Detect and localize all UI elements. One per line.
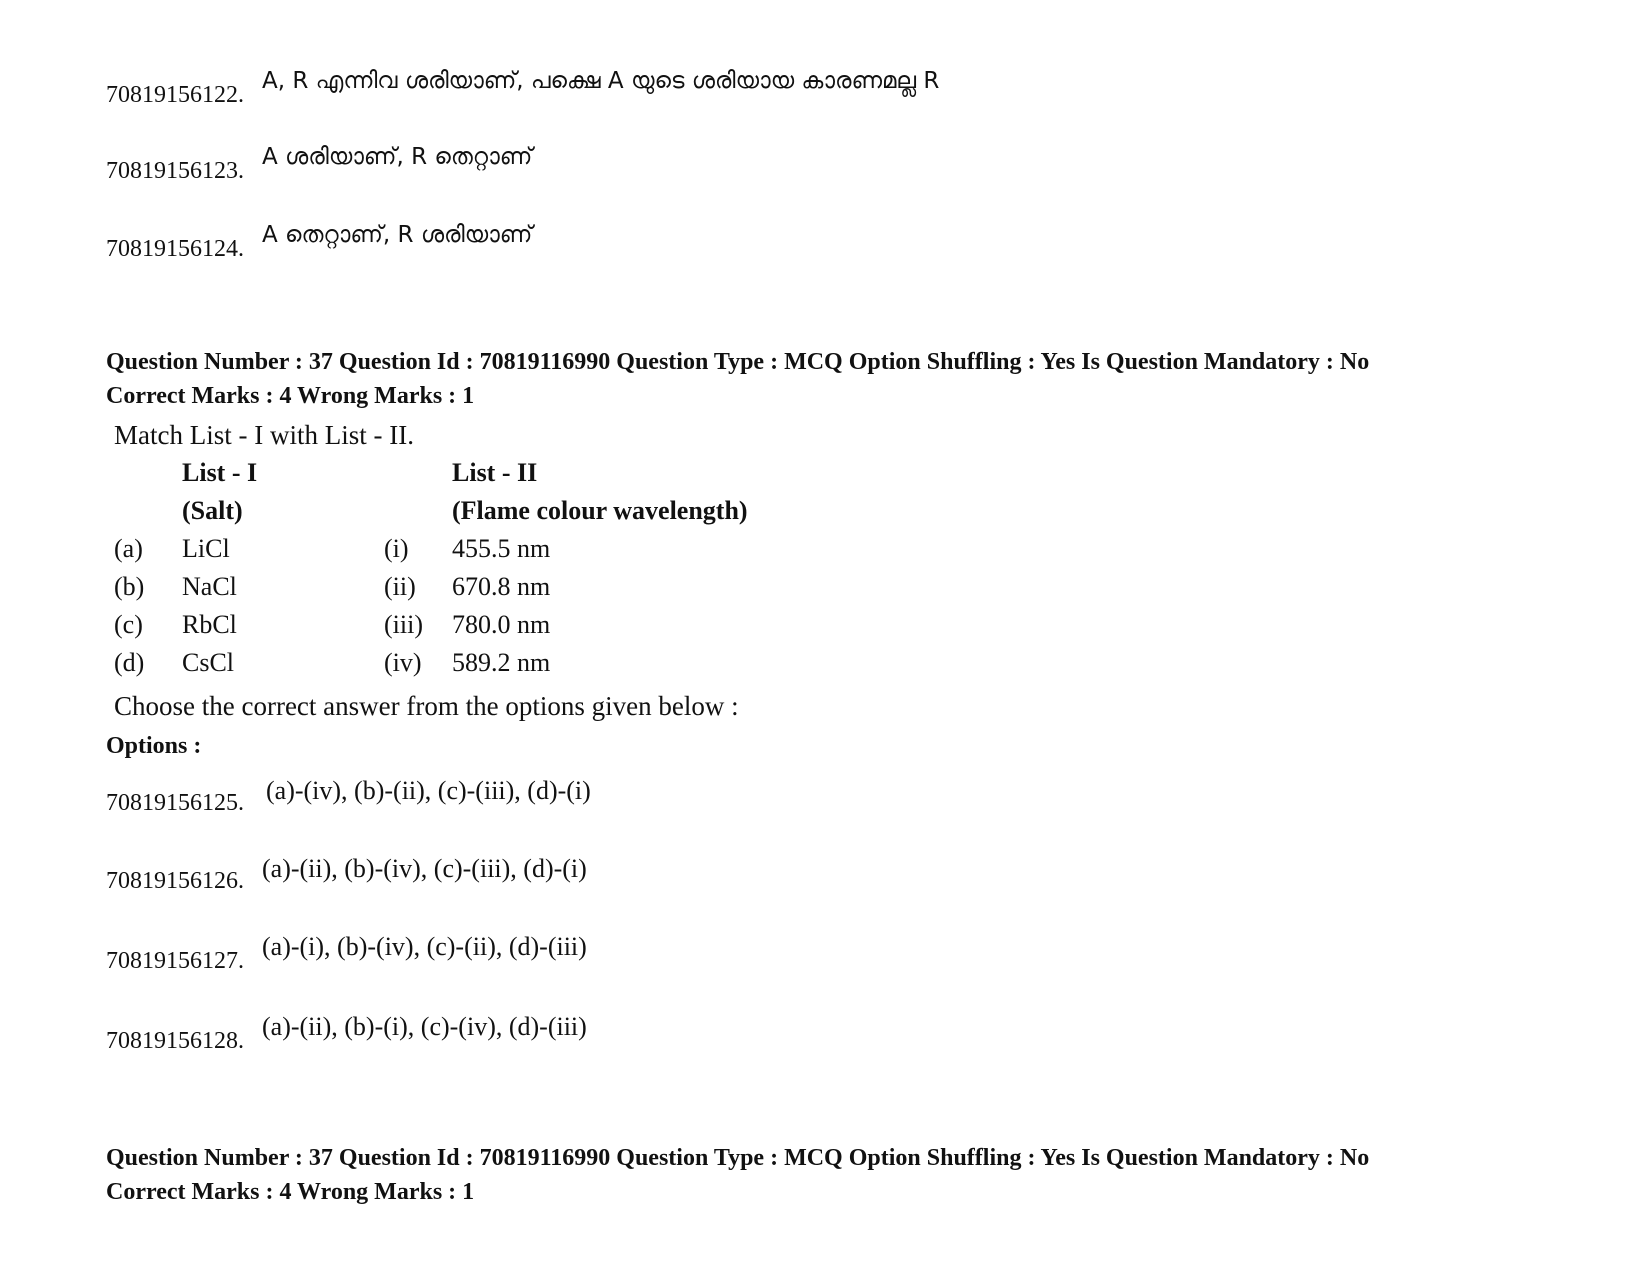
question-marks: Correct Marks : 4 Wrong Marks : 1 [106, 1179, 475, 1205]
option-id: 70819156126. [106, 868, 244, 894]
option-text: (a)-(ii), (b)-(i), (c)-(iv), (d)-(iii) [262, 1012, 587, 1041]
row-roman: (iii) [384, 610, 423, 639]
option-text: A, R എന്നിവ ശരിയാണ്, പക്ഷെ A യുടെ ശരിയായ കാരണമല്ല R [262, 68, 940, 94]
row-roman: (i) [384, 534, 409, 563]
row-salt: RbCl [182, 610, 237, 639]
match-title: Match List - I with List - II. [114, 420, 414, 450]
row-wavelength: 455.5 nm [452, 534, 551, 563]
options-label: Options : [106, 733, 202, 759]
next-question-header [106, 1141, 1369, 1209]
row-roman: (ii) [384, 572, 416, 601]
option-text: A ശരിയാണ്, R തെറ്റാണ് [262, 144, 533, 170]
option-id: 70819156123. [106, 158, 244, 184]
choose-instruction: Choose the correct answer from the options given below : [114, 691, 739, 721]
list1-header: List - I [182, 458, 258, 487]
option-text: (a)-(i), (b)-(iv), (c)-(ii), (d)-(iii) [262, 932, 587, 961]
list2-header: List - II [452, 458, 538, 487]
option-id: 70819156128. [106, 1028, 244, 1054]
row-salt: CsCl [182, 648, 235, 677]
row-letter: (c) [114, 610, 143, 639]
row-wavelength: 670.8 nm [452, 572, 551, 601]
option-id: 70819156124. [106, 236, 244, 262]
list2-subheader: (Flame colour wavelength) [452, 496, 748, 525]
question-marks: Correct Marks : 4 Wrong Marks : 1 [106, 383, 475, 409]
row-letter: (d) [114, 648, 145, 677]
option-id: 70819156122. [106, 82, 244, 108]
option-text: (a)-(iv), (b)-(ii), (c)-(iii), (d)-(i) [266, 776, 591, 805]
question-meta: Question Number : 37 Question Id : 70819116990 Question Type : MCQ Option Shuffling : Yes Is Question Mandatory : No [106, 349, 1370, 375]
row-wavelength: 780.0 nm [452, 610, 551, 639]
option-text: A തെറ്റാണ്, R ശരിയാണ് [262, 222, 533, 248]
row-letter: (b) [114, 572, 145, 601]
option-id: 70819156125. [106, 790, 244, 816]
row-roman: (iv) [384, 648, 422, 677]
question-header [106, 345, 1369, 413]
row-salt: LiCl [182, 534, 230, 563]
row-letter: (a) [114, 534, 143, 563]
row-wavelength: 589.2 nm [452, 648, 551, 677]
list1-subheader: (Salt) [182, 496, 243, 525]
option-id: 70819156127. [106, 948, 244, 974]
row-salt: NaCl [182, 572, 237, 601]
option-text: (a)-(ii), (b)-(iv), (c)-(iii), (d)-(i) [262, 854, 587, 883]
question-meta: Question Number : 37 Question Id : 70819116990 Question Type : MCQ Option Shuffling : Yes Is Question Mandatory : No [106, 1145, 1370, 1171]
